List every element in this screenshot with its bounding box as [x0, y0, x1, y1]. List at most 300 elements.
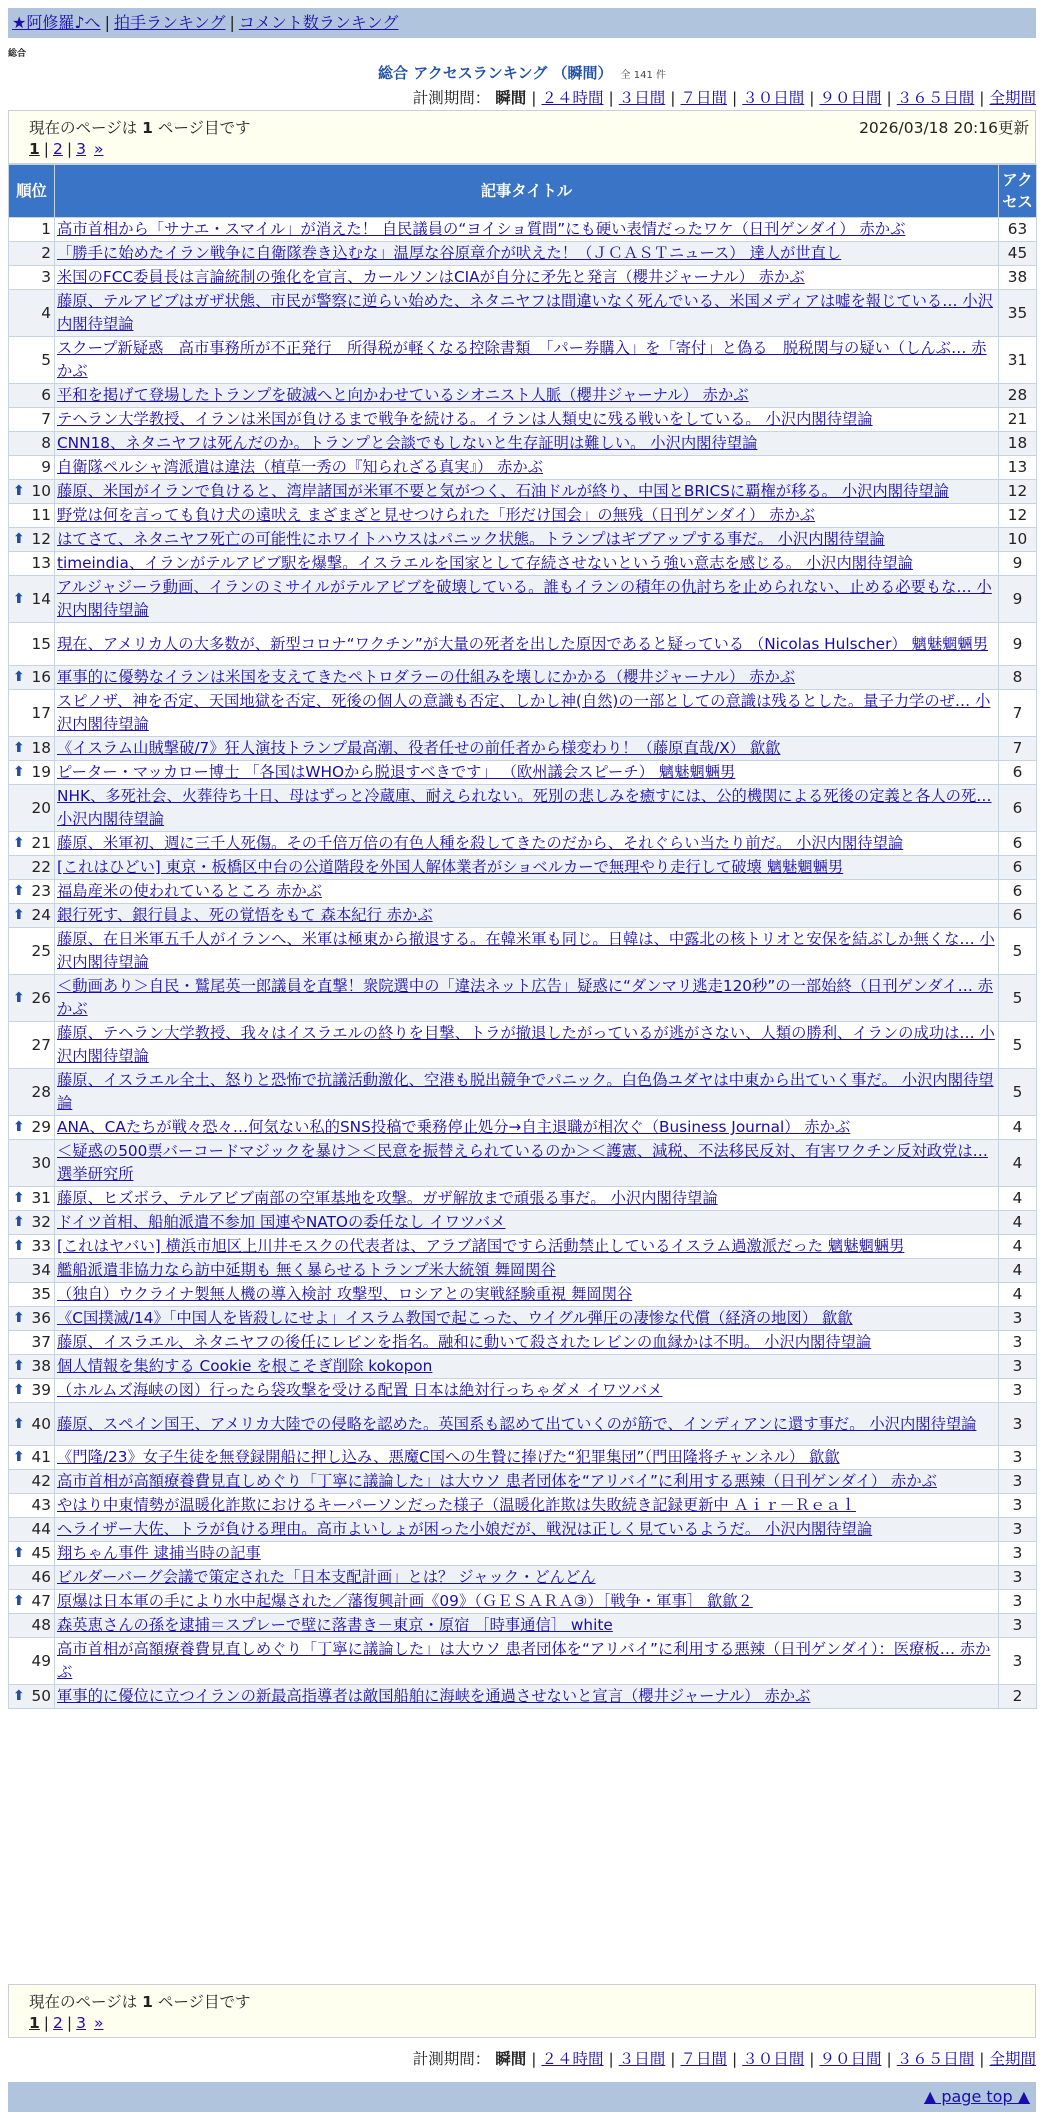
title-cell [55, 737, 999, 761]
period-90d-link[interactable]: ９０日間 [819, 2050, 882, 2068]
period-selector-bottom: 計測期間： 瞬間 | ２４時間 | ３日間 | ７日間 | ３０日間 | ９０日間 | ３６５日間 | 全期間 [412, 2050, 1036, 2068]
period-7d-link[interactable]: ７日間 [680, 89, 727, 107]
title-cell [55, 904, 999, 928]
up-arrow-icon: ⬆ [13, 740, 25, 756]
title-cell [55, 1379, 999, 1403]
rank-cell [9, 384, 55, 408]
article-title-link[interactable]: 藤原、米国がイランで負けると、湾岸諸国が米軍不要と気がつく、石油ドルが終り、中国とBRICSに覇権が移る。 小沢内閣待望論 [57, 482, 949, 500]
rank-cell [9, 1685, 55, 1709]
rank-number: 25 [31, 941, 51, 960]
article-title-link[interactable]: 高市首相が高額療養費見直しめぐり「丁寧に議論した」は大ウソ 患者団体を“アリバイ”に利用する悪辣（日刊ゲンダイ）：医療板… 赤かぶ [57, 1640, 991, 1681]
table-row [9, 408, 1037, 432]
table-row [9, 456, 1037, 480]
rank-number: 28 [31, 1082, 51, 1101]
title-cell [55, 384, 999, 408]
rank-cell [9, 456, 55, 480]
table-row [9, 761, 1037, 785]
rank-number: 3 [41, 268, 51, 286]
access-count: 3 [999, 1518, 1037, 1542]
access-count: 4 [999, 1116, 1037, 1140]
rank-number: 2 [41, 244, 51, 262]
rank-number: 24 [31, 906, 51, 924]
title-cell [55, 880, 999, 904]
period-all-link[interactable]: 全期間 [989, 89, 1036, 107]
rank-number: 39 [31, 1381, 51, 1399]
access-count: 7 [999, 737, 1037, 761]
article-title-link[interactable]: NHK、多死社会、火葬待ち十日、母はずっと冷蔵庫、耐えられない。死別の悲しみを癒すには、公的機関による死後の定義と各人の死… 小沢内閣待望論 [57, 787, 992, 828]
rank-number: 14 [31, 589, 51, 608]
access-count: 3 [999, 1638, 1037, 1685]
title-cell [55, 1140, 999, 1187]
page-info-bottom [8, 1984, 1036, 2038]
article-title-link[interactable]: ヘライザー大佐、トラが負ける理由。高市よいしょが困った小娘だが、戦況は正しく見ているようだ。 小沢内閣待望論 [57, 1520, 873, 1538]
article-title-link[interactable]: 平和を掲げて登場したトランプを破滅へと向かわせているシオニスト人脈（櫻井ジャーナル） 赤かぶ [57, 386, 749, 404]
table-row [9, 975, 1037, 1022]
bottom-bar [8, 2082, 1036, 2112]
rank-number: 45 [31, 1544, 51, 1562]
up-arrow-icon: ⬆ [13, 1415, 25, 1432]
article-title-link[interactable]: 藤原、ヒズボラ、テルアビブ南部の空軍基地を攻撃。ガザ解放まで頑張る事だ。 小沢内閣待望論 [57, 1189, 718, 1207]
article-title-link[interactable]: アルジャジーラ動画、イランのミサイルがテルアビブを破壊している。誰もイランの積年の仇討ちを止められない、止める必要もな… 小沢内閣待望論 [57, 578, 992, 619]
access-count: 4 [999, 1140, 1037, 1187]
total-count: 全 141 件 [620, 70, 666, 81]
period-label: 計測期間： [412, 2050, 491, 2068]
rank-cell [9, 1590, 55, 1614]
access-count: 12 [999, 480, 1037, 504]
rank-number: 46 [31, 1568, 51, 1586]
table-row [9, 480, 1037, 504]
rank-number: 19 [31, 763, 51, 781]
rank-cell [9, 290, 55, 337]
rank-cell [9, 408, 55, 432]
access-count: 3 [999, 1494, 1037, 1518]
article-title-link[interactable]: ピーター・マッカロー博士 「各国はWHOから脱退すべきです」 （欧州議会スピーチ） 魑魅魍魎男 [57, 763, 736, 781]
article-title-link[interactable]: 原爆は日本軍の手により水中起爆された／藩復興計画《09》（ＧＥＳＡＲＡ③）［戦争・軍事］ 歙歙２ [57, 1592, 753, 1610]
article-title-link[interactable]: 翔ちゃん事件 逮捕当時の記事 [57, 1544, 261, 1562]
up-arrow-icon: ⬆ [13, 1214, 25, 1230]
rank-cell [9, 218, 55, 242]
article-title-link[interactable]: 高市首相から「サナエ・スマイル」が消えた！ 自民議員の“ヨイショ質問”にも硬い表情だったワケ（日刊ゲンダイ） 赤かぶ [57, 220, 906, 238]
link-comment-ranking[interactable]: コメント数ランキング [238, 13, 399, 32]
rank-number: 33 [31, 1237, 51, 1255]
article-title-link[interactable]: 軍事的に優勢なイランは米国を支えてきたペトロダラーの仕組みを壊しにかかる（櫻井ジャーナル） 赤かぶ [57, 668, 796, 686]
rank-cell [9, 1283, 55, 1307]
article-title-link[interactable]: 自衛隊ペルシャ湾派遣は違法（植草一秀の『知られざる真実』） 赤かぶ [57, 458, 544, 476]
table-row [9, 576, 1037, 623]
up-arrow-icon: ⬆ [13, 1190, 25, 1206]
article-title-link[interactable]: 現在、アメリカ人の大多数が、新型コロナ“ワクチン”が大量の死者を出した原因であると疑っている （Nicolas Hulscher） 魑魅魍魎男 [57, 634, 989, 653]
article-title-link[interactable]: ANA、CAたちが戦々恐々…何気ない私的SNS投稿で乗務停止処分→自主退職が相次ぐ（Business Journal） 赤かぶ [57, 1118, 851, 1136]
rank-cell [9, 904, 55, 928]
article-title-link[interactable]: テヘラン大学教授、イランは米国が負けるまで戦争を続ける。イランは人類史に残る戦いをしている。 小沢内閣待望論 [57, 410, 873, 428]
article-title-link[interactable]: 銀行死す、銀行員よ、死の覚悟をもて 森本紀行 赤かぶ [57, 906, 433, 924]
rank-cell [9, 666, 55, 690]
up-arrow-icon: ⬆ [13, 1593, 25, 1609]
period-3d-link[interactable]: ３日間 [618, 2050, 666, 2068]
table-row [9, 1685, 1037, 1709]
ranking-table [8, 164, 1037, 1709]
rank-cell [9, 737, 55, 761]
up-arrow-icon: ⬆ [13, 1119, 25, 1135]
title-cell [55, 690, 999, 737]
title-cell [55, 290, 999, 337]
title-cell [55, 1283, 999, 1307]
title-cell [55, 1470, 999, 1494]
access-count: 4 [999, 1211, 1037, 1235]
access-count: 45 [999, 242, 1037, 266]
title-cell [55, 480, 999, 504]
up-arrow-icon: ⬆ [13, 590, 25, 607]
rank-number: 9 [41, 458, 51, 476]
up-arrow-icon: ⬆ [13, 483, 25, 499]
access-count: 10 [999, 528, 1037, 552]
separator: | [104, 13, 110, 32]
access-count: 6 [999, 856, 1037, 880]
access-count: 13 [999, 456, 1037, 480]
rank-cell [9, 1638, 55, 1685]
article-title-link[interactable]: スピノザ、神を否定、天国地獄を否定、死後の個人の意識も否定、しかし神(自然)の一部としての意識は残るとした。量子力学のぜ… 小沢内閣待望論 [57, 692, 991, 733]
title-cell [55, 576, 999, 623]
article-title-link[interactable]: スクープ新疑惑 高市事務所が不正発行 所得税が軽くなる控除書類 「パー券購入」を「寄付」と偽る 脱税関与の疑い（しんぶ… 赤かぶ [57, 339, 987, 380]
access-count: 2 [999, 1685, 1037, 1709]
article-title-link[interactable]: ＜動画あり＞自民・鷲尾英一郎議員を直撃！衆院選中の「違法ネット広告」疑惑に“ダンマリ逃走120秒”の一部始終（日刊ゲンダイ… 赤かぶ [57, 977, 994, 1018]
rank-cell [9, 1355, 55, 1379]
table-row [9, 666, 1037, 690]
article-title-link[interactable]: 藤原、イスラエル、ネタニヤフの後任にレビンを指名。融和に動いて殺されたレビンの血縁かは不明。 小沢内閣待望論 [57, 1333, 872, 1351]
article-title-link[interactable]: 《C国撲滅/14》「中国人を皆殺しにせよ」イスラム教国で起こった、ウイグル弾圧の凄惨な代償（経済の地図） 歙歙 [57, 1309, 853, 1327]
article-title-link[interactable]: 「勝手に始めたイラン戦争に自衛隊巻き込むな」温厚な谷原章介が吠えた！（ＪＣＡＳＴニュース） 達人が世直し [57, 244, 842, 262]
access-count: 3 [999, 1355, 1037, 1379]
access-count: 5 [999, 1022, 1037, 1069]
access-count: 6 [999, 761, 1037, 785]
updated-timestamp: 2026/03/18 20:16更新 [859, 119, 1029, 137]
title-cell [55, 1069, 999, 1116]
access-count: 35 [999, 290, 1037, 337]
table-row [9, 1518, 1037, 1542]
title-cell [55, 456, 999, 480]
access-count: 6 [999, 904, 1037, 928]
access-count: 3 [999, 1590, 1037, 1614]
pager-next[interactable]: » [94, 140, 104, 158]
period-3d-link[interactable]: ３日間 [618, 89, 666, 107]
rank-cell [9, 690, 55, 737]
link-clap-ranking[interactable]: 拍手ランキング [113, 13, 226, 32]
article-title-link[interactable]: 米国のFCC委員長は言論統制の強化を宣言、カールソンはCIAが自分に矛先と発言（櫻井ジャーナル） 赤かぶ [57, 268, 805, 286]
table-row [9, 1259, 1037, 1283]
up-arrow-icon: ⬆ [13, 1310, 25, 1326]
rank-number: 22 [31, 858, 51, 876]
article-title-link[interactable]: 野党は何を言っても負け犬の遠吠え まざまざと見せつけられた「形だけ国会」の無残（日刊ゲンダイ） 赤かぶ [57, 506, 816, 524]
access-count: 31 [999, 337, 1037, 384]
title-cell [55, 1307, 999, 1331]
access-count: 3 [999, 1614, 1037, 1638]
rank-cell [9, 1259, 55, 1283]
table-row [9, 928, 1037, 975]
access-count: 4 [999, 1259, 1037, 1283]
pager-page-2[interactable]: 2 [53, 2014, 63, 2032]
article-title-link[interactable]: [これはひどい] 東京・板橋区中台の公道階段を外国人解体業者がショベルカーで無理やり走行して破壊 魑魅魍魎男 [57, 858, 844, 876]
rank-cell [9, 832, 55, 856]
article-title-link[interactable]: 藤原、スペイン国王、アメリカ大陸での侵略を認めた。英国系も認めて出ていくのが筋で、インディアンに還す事だ。 小沢内閣待望論 [57, 1414, 977, 1433]
title-cell [55, 1211, 999, 1235]
access-count: 7 [999, 690, 1037, 737]
access-count: 5 [999, 928, 1037, 975]
title-cell [55, 1685, 999, 1709]
title-cell [55, 666, 999, 690]
title-cell [55, 1259, 999, 1283]
up-arrow-icon: ⬆ [13, 1545, 25, 1561]
page-title-text: 総合 アクセスランキング （瞬間） [378, 64, 613, 82]
rank-cell [9, 623, 55, 666]
article-title-link[interactable]: timeindia、イランがテルアビブ駅を爆撃。イスラエルを国家として存続させないという強い意志を感じる。 小沢内閣待望論 [57, 554, 913, 572]
access-count: 4 [999, 1283, 1037, 1307]
access-count: 8 [999, 666, 1037, 690]
rank-cell [9, 1069, 55, 1116]
ranking-table-body [9, 218, 1037, 1709]
title-cell [55, 623, 999, 666]
pager-page-3[interactable]: 3 [76, 140, 87, 158]
table-row [9, 856, 1037, 880]
table-row [9, 690, 1037, 737]
current-page-text: 現在のページは 1 ページ目です [29, 1993, 251, 2011]
table-row [9, 337, 1037, 384]
table-row [9, 623, 1037, 666]
rank-number: 27 [31, 1035, 51, 1054]
article-title-link[interactable]: 藤原、米軍初、週に三千人死傷。その千倍万倍の有色人種を殺してきたのだから、それぐらい当たり前だ。 小沢内閣待望論 [57, 834, 904, 852]
rank-cell [9, 1307, 55, 1331]
table-row [9, 1494, 1037, 1518]
article-title-link[interactable]: 藤原、テルアビブはガザ状態、市民が警察に逆らい始めた、ネタニヤフは間違いなく死んでいる、米国メディアは嘘を報じている… 小沢内閣待望論 [57, 292, 993, 333]
period-30d-link[interactable]: ３０日間 [742, 89, 805, 107]
link-asyura-home[interactable]: ★阿修羅♪へ [12, 13, 101, 32]
access-count: 6 [999, 832, 1037, 856]
table-row [9, 880, 1037, 904]
table-row [9, 242, 1037, 266]
col-header-rank: 順位 [9, 165, 55, 218]
title-cell [55, 1542, 999, 1566]
table-row [9, 785, 1037, 832]
article-title-link[interactable]: ドイツ首相、船舶派遣不参加 国連やNATOの委任なし イワツバメ [57, 1213, 506, 1231]
article-title-link[interactable]: 藤原、イスラエル全土、怒りと恐怖で抗議活動激化、空港も脱出競争でパニック。白色偽ユダヤは中東から出ていく事だ。 小沢内閣待望論 [57, 1071, 994, 1112]
pager-current-page: 1 [29, 2014, 40, 2032]
table-row [9, 528, 1037, 552]
rank-number: 6 [41, 386, 51, 404]
page-title [0, 62, 1044, 83]
period-24h-link[interactable]: ２４時間 [541, 2050, 604, 2068]
pagination-top: 1 | 2 | 3 » [29, 140, 104, 158]
table-row [9, 1116, 1037, 1140]
article-title-link[interactable]: 個人情報を集約する Cookie を根こそぎ削除 kokopon [57, 1357, 433, 1375]
rank-number: 13 [31, 554, 51, 572]
rank-cell [9, 1235, 55, 1259]
rank-cell [9, 1403, 55, 1446]
rank-number: 48 [31, 1616, 51, 1634]
rank-number: 15 [31, 634, 51, 653]
article-title-link[interactable]: （独自）ウクライナ製無人機の導入検討 攻撃型、ロシアとの実戦経験重視 舞岡関谷 [57, 1285, 633, 1303]
period-7d-link[interactable]: ７日間 [680, 2050, 727, 2068]
title-cell [55, 1116, 999, 1140]
up-arrow-icon: ⬆ [13, 1449, 25, 1465]
title-cell [55, 928, 999, 975]
current-page-text: 現在のページは 1 ページ目です [29, 119, 251, 137]
rank-number: 38 [31, 1357, 51, 1375]
col-header-title: 記事タイトル [55, 165, 999, 218]
period-90d-link[interactable]: ９０日間 [819, 89, 882, 107]
article-title-link[interactable]: （ホルムズ海峡の図）行ったら袋攻撃を受ける配置 日本は絶対行っちゃダメ イワツバメ [57, 1381, 663, 1399]
rank-number: 17 [31, 703, 51, 722]
table-row [9, 904, 1037, 928]
title-cell [55, 528, 999, 552]
access-count: 28 [999, 384, 1037, 408]
period-all-link[interactable]: 全期間 [989, 2050, 1036, 2068]
table-row [9, 384, 1037, 408]
rank-number: 36 [31, 1309, 51, 1327]
up-arrow-icon: ⬆ [13, 835, 25, 851]
table-row [9, 1331, 1037, 1355]
article-title-link[interactable]: ＜疑惑の500票バーコードマジックを暴け＞＜民意を振替えられているのか＞＜護憲、減税、不法移民反対、有害ワクチン反対政党は… 選挙研究所 [57, 1142, 988, 1183]
article-title-link[interactable]: 福島産米の使われているところ 赤かぶ [57, 882, 322, 900]
access-count: 3 [999, 1331, 1037, 1355]
rank-cell [9, 928, 55, 975]
title-cell [55, 552, 999, 576]
table-row [9, 504, 1037, 528]
period-365d-link[interactable]: ３６５日間 [896, 89, 975, 107]
rank-cell [9, 337, 55, 384]
up-arrow-icon: ⬆ [13, 989, 25, 1006]
table-row [9, 1403, 1037, 1446]
table-row [9, 1470, 1037, 1494]
rank-cell [9, 975, 55, 1022]
rank-number: 42 [31, 1472, 51, 1490]
pagination-bottom: 1 | 2 | 3 » [29, 2014, 104, 2032]
article-title-link[interactable]: 藤原、テヘラン大学教授、我々はイスラエルの終りを目撃、トラが撤退したがっているが逃がさない、人類の勝利、イランの成功は… 小沢内閣待望論 [57, 1024, 995, 1065]
rank-cell [9, 432, 55, 456]
rank-cell [9, 1566, 55, 1590]
rank-cell [9, 1116, 55, 1140]
title-cell [55, 1638, 999, 1685]
article-title-link[interactable]: [これはヤバい] 横浜市旭区上川井モスクの代表者は、アラブ諸国ですら活動禁止しているイスラム過激派だった 魑魅魍魎男 [57, 1237, 905, 1255]
rank-cell [9, 1379, 55, 1403]
rank-number: 32 [31, 1213, 51, 1231]
rank-number: 41 [31, 1448, 51, 1466]
rank-number: 18 [31, 739, 51, 757]
period-365d-link[interactable]: ３６５日間 [896, 2050, 975, 2068]
rank-cell [9, 856, 55, 880]
page-top-link[interactable]: ▲ page top ▲ [923, 2087, 1030, 2106]
up-arrow-icon: ⬆ [13, 1358, 25, 1374]
separator: | [229, 13, 235, 32]
rank-number: 29 [31, 1118, 51, 1136]
rank-number: 11 [31, 506, 51, 524]
article-title-link[interactable]: 高市首相が高額療養費見直しめぐり「丁寧に議論した」は大ウソ 患者団体を“アリバイ”に利用する悪辣（日刊ゲンダイ） 赤かぶ [57, 1472, 937, 1490]
access-count: 3 [999, 1379, 1037, 1403]
table-row [9, 1235, 1037, 1259]
table-row [9, 432, 1037, 456]
up-arrow-icon: ⬆ [13, 883, 25, 899]
rank-cell [9, 552, 55, 576]
access-count: 3 [999, 1542, 1037, 1566]
rank-cell [9, 1140, 55, 1187]
table-row [9, 1283, 1037, 1307]
access-count: 38 [999, 266, 1037, 290]
article-title-link[interactable]: 藤原、在日米軍五千人がイランへ、米軍は極東から撤退する。在韓米軍も同じ。日韓は、中露北の核トリオと安保を結ぶしか無くな… 小沢内閣待望論 [57, 930, 995, 971]
article-title-link[interactable]: 軍事的に優位に立つイランの新最高指導者は敵国船舶に海峡を通過させないと宣言（櫻井ジャーナル） 赤かぶ [57, 1687, 811, 1705]
access-count: 3 [999, 1470, 1037, 1494]
rank-number: 47 [31, 1592, 51, 1610]
table-row [9, 1566, 1037, 1590]
article-title-link[interactable]: やはり中東情勢が温暖化詐欺におけるキーパーソンだった様子（温暖化詐欺は失敗続き記録更新中 Ａｉｒ－Ｒｅａｌ [57, 1496, 856, 1514]
article-title-link[interactable]: 《イスラム山賊撃破/7》狂人演技トランプ最高潮、役者任せの前任者から様変わり！（藤原直哉/X） 歙歙 [57, 739, 781, 757]
title-cell [55, 1187, 999, 1211]
title-cell [55, 1403, 999, 1446]
title-cell [55, 1566, 999, 1590]
rank-cell [9, 785, 55, 832]
rank-cell [9, 1022, 55, 1069]
rank-number: 7 [41, 410, 51, 428]
rank-number: 50 [31, 1687, 51, 1705]
rank-number: 26 [31, 988, 51, 1007]
table-header-row [9, 165, 1037, 218]
access-count: 4 [999, 1187, 1037, 1211]
table-row [9, 1379, 1037, 1403]
pager-page-2[interactable]: 2 [53, 140, 63, 158]
pager-page-3[interactable]: 3 [76, 2014, 87, 2032]
page-info-top [8, 110, 1036, 164]
period-24h-link[interactable]: ２４時間 [541, 89, 604, 107]
rank-number: 10 [31, 482, 51, 500]
access-count: 12 [999, 504, 1037, 528]
rank-number: 16 [31, 668, 51, 686]
article-title-link[interactable]: CNN18、ネタニヤフは死んだのか。トランプと会談でもしないと生存証明は難しい。 小沢内閣待望論 [57, 434, 758, 452]
article-title-link[interactable]: 艦船派遣非協力なら訪中延期も 無く暴らせるトランプ米大統領 舞岡関谷 [57, 1261, 556, 1279]
pager-current-page: 1 [29, 140, 40, 158]
title-cell [55, 1494, 999, 1518]
access-count: 9 [999, 552, 1037, 576]
table-row [9, 218, 1037, 242]
table-row [9, 1590, 1037, 1614]
article-title-link[interactable]: ビルダーバーグ会議で策定された「日本支配計画」とは？ ジャック・どんどん [57, 1568, 596, 1586]
top-nav-bar [8, 8, 1036, 38]
title-cell [55, 856, 999, 880]
rank-cell [9, 242, 55, 266]
table-row [9, 290, 1037, 337]
title-cell [55, 218, 999, 242]
title-cell [55, 761, 999, 785]
period-30d-link[interactable]: ３０日間 [742, 2050, 805, 2068]
article-title-link[interactable]: 森英恵さんの孫を逮捕＝スプレーで壁に落書き－東京・原宿 ［時事通信］ white [57, 1616, 613, 1634]
access-count: 21 [999, 408, 1037, 432]
title-cell [55, 1518, 999, 1542]
up-arrow-icon: ⬆ [13, 764, 25, 780]
rank-cell [9, 1470, 55, 1494]
table-row [9, 1446, 1037, 1470]
title-cell [55, 1355, 999, 1379]
rank-number: 30 [31, 1153, 51, 1172]
table-row [9, 1355, 1037, 1379]
table-row [9, 552, 1037, 576]
title-cell [55, 1331, 999, 1355]
table-row [9, 1542, 1037, 1566]
rank-cell [9, 504, 55, 528]
article-title-link[interactable]: 《門隆/23》女子生徒を無登録開船に押し込み、悪魔C国への生贄に捧げた“犯罪集団”（門田隆将チャンネル） 歙歙 [57, 1448, 840, 1466]
table-row [9, 1069, 1037, 1116]
title-cell [55, 1590, 999, 1614]
pager-next[interactable]: » [94, 2014, 104, 2032]
article-title-link[interactable]: はてさて、ネタニヤフ死亡の可能性にホワイトハウスはパニック状態。トランプはギブアップする事だ。 小沢内閣待望論 [57, 530, 885, 548]
rank-cell [9, 528, 55, 552]
table-row [9, 1187, 1037, 1211]
title-cell [55, 1614, 999, 1638]
